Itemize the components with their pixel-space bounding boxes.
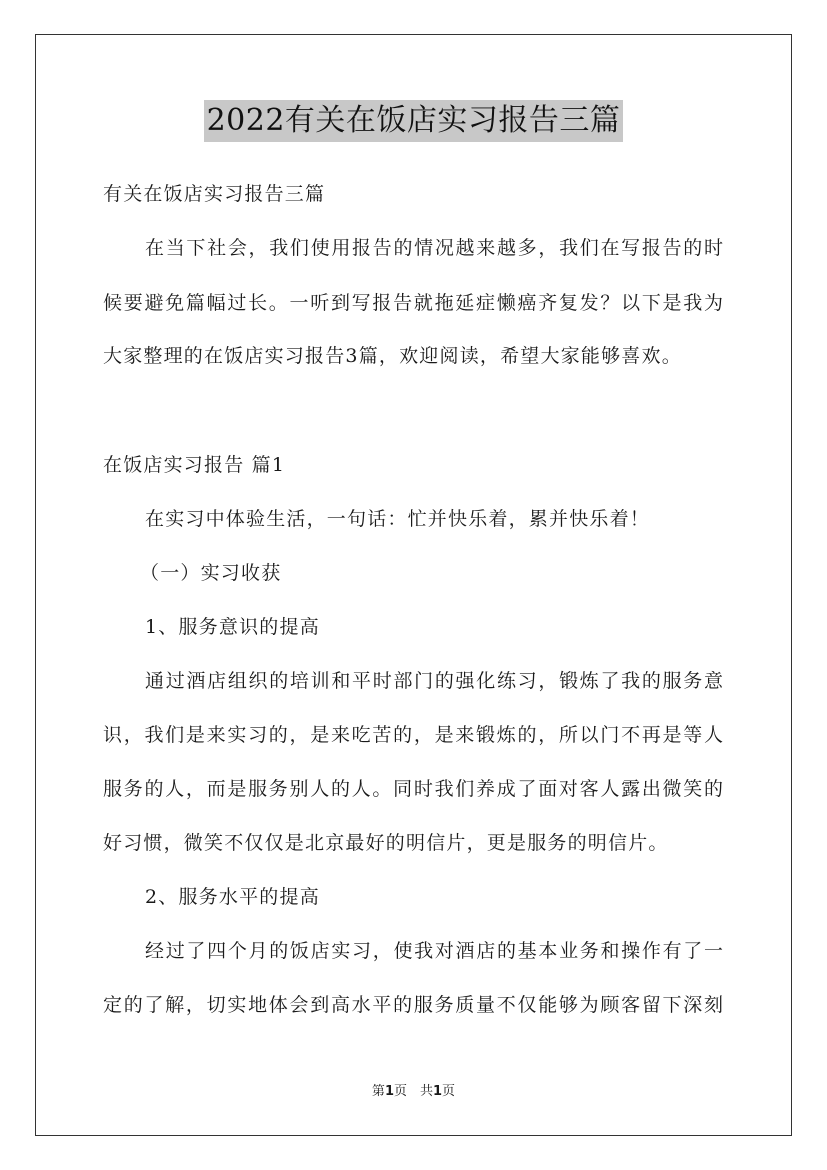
title-wrapper (0, 100, 827, 142)
item1-line-2: 识，我们是来实习的，是来吃苦的，是来锻炼的，所以门不再是等人 (103, 724, 723, 746)
footer-page-current: 1 (384, 1084, 394, 1099)
intro-line-2: 候要避免篇幅过长。一听到写报告就拖延症懒癌齐复发？以下是我为 (103, 292, 723, 314)
item2-heading: 2、服务水平的提高 (145, 886, 320, 908)
footer-page-total: 1 (433, 1084, 443, 1099)
item2-line-1: 经过了四个月的饭店实习，使我对酒店的基本业务和操作有了一 (145, 940, 723, 962)
document-title: 2022有关在饭店实习报告三篇 (204, 100, 624, 142)
summary-line: 在实习中体验生活，一句话：忙并快乐着，累并快乐着！ (145, 508, 651, 530)
page-footer (0, 1084, 827, 1100)
document-subtitle: 有关在饭店实习报告三篇 (103, 183, 326, 205)
footer-mid: 页 共 (393, 1084, 433, 1099)
item2-line-2: 定的了解，切实地体会到高水平的服务质量不仅能够为顾客留下深刻 (103, 994, 723, 1016)
item1-line-1: 通过酒店组织的培训和平时部门的强化练习，锻炼了我的服务意 (145, 670, 723, 692)
section-heading: 在饭店实习报告 篇1 (103, 454, 286, 476)
intro-line-1: 在当下社会，我们使用报告的情况越来越多，我们在写报告的时 (145, 237, 723, 259)
part-heading: （一）实习收获 (140, 562, 282, 584)
intro-line-3: 大家整理的在饭店实习报告3篇，欢迎阅读，希望大家能够喜欢。 (103, 345, 682, 367)
item1-heading: 1、服务意识的提高 (145, 616, 320, 638)
footer-prefix: 第 (371, 1084, 385, 1099)
item1-line-3: 服务的人，而是服务别人的人。同时我们养成了面对客人露出微笑的 (103, 778, 723, 800)
item1-line-4: 好习惯，微笑不仅仅是北京最好的明信片，更是服务的明信片。 (103, 832, 669, 854)
footer-suffix: 页 (442, 1084, 456, 1099)
